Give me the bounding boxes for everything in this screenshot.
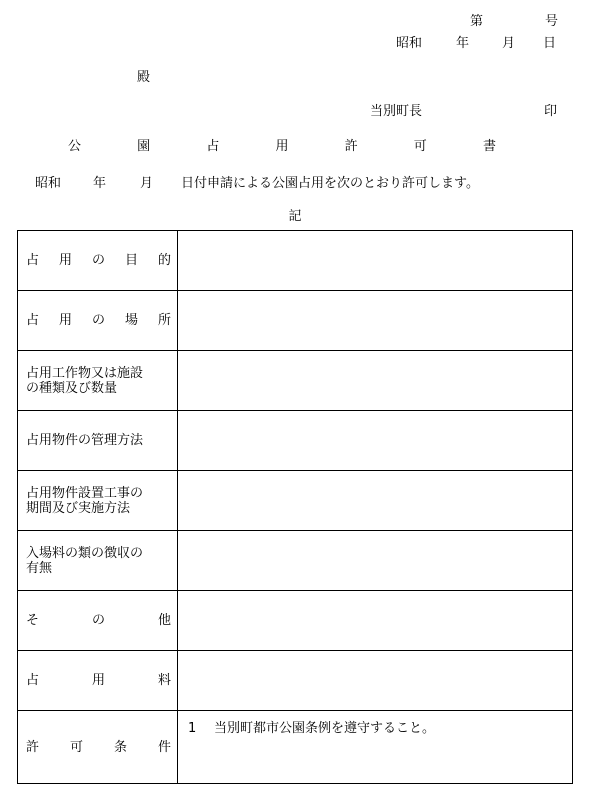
row-value-purpose[interactable] [178, 231, 573, 291]
table-row [18, 351, 573, 411]
document-title [0, 135, 590, 154]
document-number-suffix: 号 [545, 14, 559, 29]
title-char: 用 [275, 139, 315, 154]
title-char: 園 [137, 139, 177, 154]
title-char: 許 [344, 139, 384, 154]
row-label-location: 占 用 の 場 所 [18, 291, 178, 351]
intro-month-label: 月 [140, 176, 154, 191]
table-row [18, 291, 573, 351]
row-value-location[interactable] [178, 291, 573, 351]
row-label-construction: 占用物件設置工事の 期間及び実施方法 [18, 471, 178, 531]
row-label-purpose: 占 用 の 目 的 [18, 231, 178, 291]
row-value-management[interactable] [178, 411, 573, 471]
title-char: 可 [413, 139, 453, 154]
title-char: 公 [68, 139, 108, 154]
date-month-label: 月 [502, 36, 516, 51]
table-row [18, 711, 573, 784]
row-label-fee: 占 用 料 [18, 651, 178, 711]
ki-heading: 記 [288, 209, 302, 224]
row-value-conditions[interactable] [178, 711, 573, 784]
intro-text: 日付申請による公園占用を次のとおり許可します。 [181, 176, 479, 191]
date-day-label: 日 [543, 36, 557, 51]
document-number-prefix: 第 [470, 14, 484, 29]
permit-table [17, 230, 573, 784]
title-char: 書 [482, 139, 522, 154]
row-value-construction[interactable] [178, 471, 573, 531]
table-row [18, 411, 573, 471]
table-row [18, 591, 573, 651]
condition-text: 当別町都市公園条例を遵守すること。 [214, 721, 436, 736]
title-char: 占 [206, 139, 246, 154]
table-row [18, 651, 573, 711]
row-value-admission-fee[interactable] [178, 531, 573, 591]
issuer-name: 当別町長 [370, 104, 423, 119]
row-label-admission-fee: 入場料の類の徴収の 有無 [18, 531, 178, 591]
row-value-fee[interactable] [178, 651, 573, 711]
date-year-label: 年 [456, 36, 470, 51]
table-row [18, 231, 573, 291]
row-label-other: そ の 他 [18, 591, 178, 651]
date-era: 昭和 [396, 36, 423, 51]
row-value-other[interactable] [178, 591, 573, 651]
seal-mark: 印 [544, 104, 558, 119]
condition-number: 1 [188, 721, 197, 736]
intro-year-label: 年 [93, 176, 107, 191]
row-label-management: 占用物件の管理方法 [18, 411, 178, 471]
table-row [18, 531, 573, 591]
row-label-facility-type: 占用工作物又は施設 の種類及び数量 [18, 351, 178, 411]
addressee-honorific: 殿 [137, 70, 151, 85]
row-label-conditions: 許 可 条 件 [18, 711, 178, 784]
table-row [18, 471, 573, 531]
row-value-facility-type[interactable] [178, 351, 573, 411]
intro-era: 昭和 [35, 176, 62, 191]
